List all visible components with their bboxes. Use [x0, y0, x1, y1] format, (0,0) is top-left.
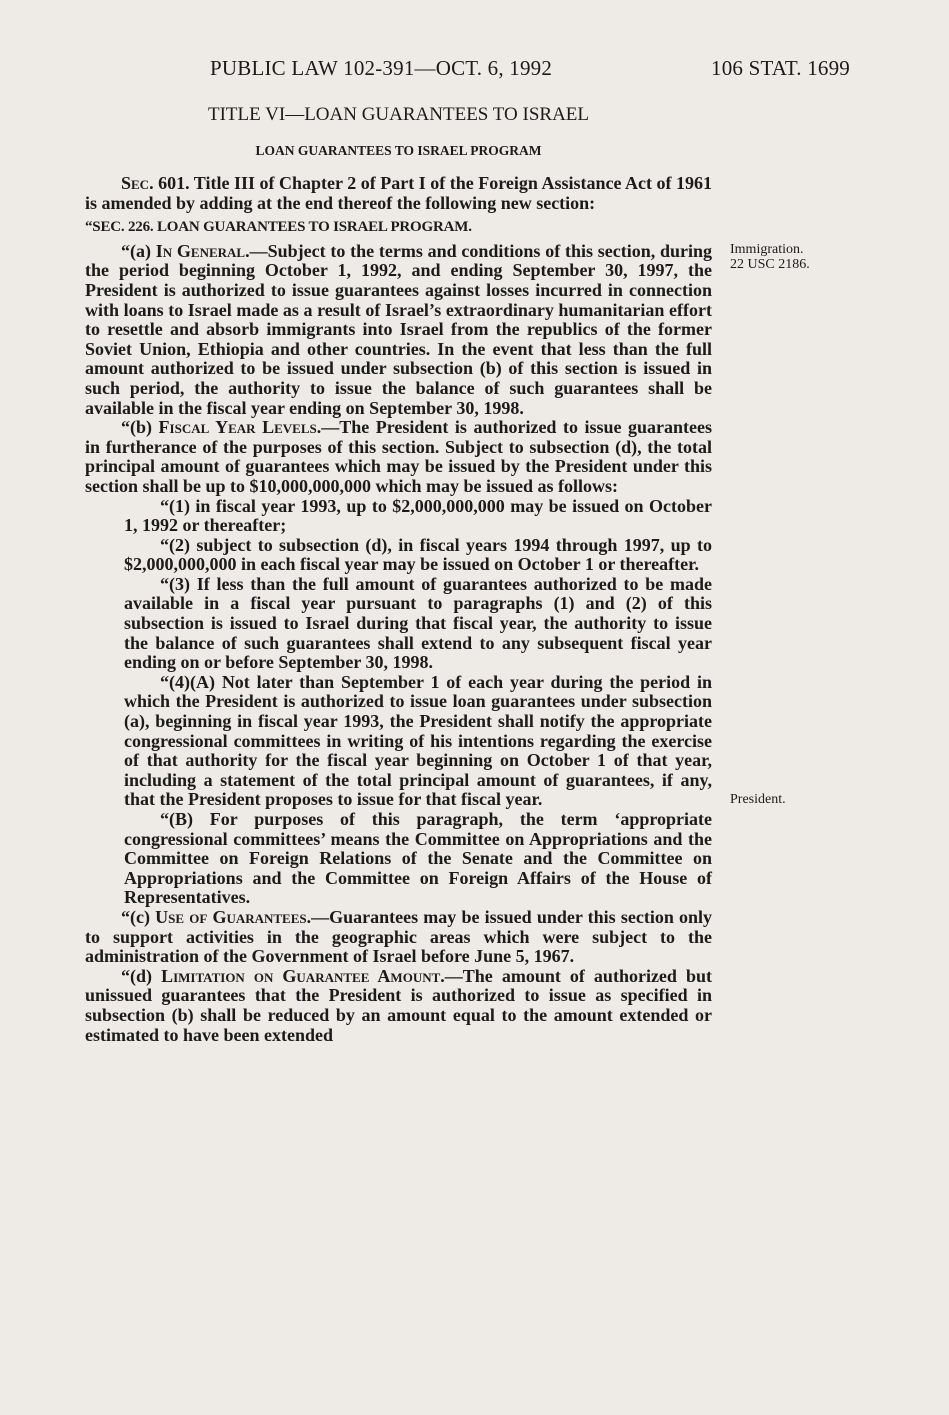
margin-note-usc: 22 USC 2186.: [730, 257, 810, 272]
subsection-a: [85, 242, 712, 418]
subsection-b-text: .—The President is authorized to issue guarantees in furtherance of the purposes of this section. Subject to subsection (d), the total principal amount of guarantees which may be issued by the President under this section shall be up to $10,000,000,000 which may be issued as follows:: [85, 417, 712, 496]
margin-note-president: President.: [730, 792, 786, 807]
statute-body: [85, 174, 712, 1045]
margin-note-immigration-label: Immigration.: [730, 242, 804, 257]
margin-note-immigration: [730, 242, 810, 272]
paragraph-b4b: “(B) For purposes of this paragraph, the term ‘appropriate congressional committees’ means the Committee on Appropriations and the Committee on Foreign Relations of the Senate and the Committee on Appropriations and the Committee on Foreign Affairs of the House of Representatives.: [124, 809, 712, 908]
subsection-a-text: .—Subject to the terms and conditions of this section, during the period beginning October 1, 1992, and ending September 30, 1997, the President is authorized to issue guarantees against losses incurred in connection with loans to Israel made as a result of Israel’s extraordinary humanitarian effort to resettle and absorb immigrants into Israel from the republics of the former Soviet Union, Ethiopia and other countries. In the event that less than the full amount authorized to be issued under subsection (b) of this section is issued in such period, the authority to issue the balance of such guarantees shall be available in the fiscal year ending on September 30, 1998.: [85, 240, 712, 418]
subsection-d-open: “(d): [121, 965, 162, 986]
subsection-c-open: “(c): [121, 906, 156, 927]
section-226-heading: “SEC. 226. LOAN GUARANTEES TO ISRAEL PROGRAM.: [85, 219, 472, 236]
program-subheading: LOAN GUARANTEES TO ISRAEL PROGRAM: [255, 143, 542, 158]
subsection-b-heading: Fiscal Year Levels: [158, 417, 317, 438]
section-601-label: Sec. 601.: [121, 173, 190, 193]
subsection-b-open: “(b): [121, 417, 159, 438]
header-citation: PUBLIC LAW 102-391—OCT. 6, 1992: [210, 56, 553, 80]
paragraph-b3: “(3) If less than the full amount of guarantees authorized to be made available in a fiscal year pursuant to paragraphs (1) and (2) of this subsection is issued to Israel during that fiscal year, the authority to issue the balance of such guarantees shall extend to any subsequent fiscal year ending on or before September 30, 1998.: [124, 573, 712, 673]
subsection-d-text: .—The amount of authorized but unissued guarantees that the President is authorized to issue as specified in subsection (b) shall be reduced by an amount equal to the amount extended or estimated to have been extended: [85, 965, 712, 1045]
subsection-d: [85, 967, 712, 1045]
section-601-paragraph: [85, 174, 712, 213]
title-heading: TITLE VI—LOAN GUARANTEES TO ISRAEL: [207, 104, 590, 125]
subsection-a-heading: In General: [155, 240, 246, 261]
subsection-d-heading: Limitation on Guarantee Amount: [161, 965, 441, 986]
subsection-c: [85, 908, 712, 967]
page-header: [210, 56, 850, 86]
subsection-a-open: “(a): [121, 240, 156, 261]
section-601-text: Title III of Chapter 2 of Part I of the Foreign Assistance Act of 1961 is amended by adding at the end thereof the following new section:: [85, 173, 712, 213]
paragraph-b2: “(2) subject to subsection (d), in fiscal years 1994 through 1997, up to $2,000,000,000 in each fiscal year may be issued on October 1 or thereafter.: [124, 534, 712, 575]
paragraph-b1: “(1) in fiscal year 1993, up to $2,000,000,000 may be issued on October 1, 1992 or thereafter;: [124, 495, 712, 536]
subsection-c-text: .—Guarantees may be issued under this section only to support activities in the geographic areas which were subject to the administration of the Government of Israel before June 5, 1967.: [85, 906, 713, 967]
paragraph-b4a: “(4)(A) Not later than September 1 of each year during the period in which the President is authorized to issue loan guarantees under subsection (a), beginning in fiscal year 1993, the President shall notify the appropriate congressional committees in writing of his intentions regarding the exercise of that authority for the fiscal year beginning on October 1 of that year, including a statement of the total principal amount of guarantees, if any, that the President proposes to issue for that fiscal year.: [124, 671, 712, 810]
header-page-number: 106 STAT. 1699: [711, 56, 850, 80]
subsection-b: [85, 418, 712, 496]
subsection-c-heading: Use of Guarantees: [155, 906, 307, 927]
